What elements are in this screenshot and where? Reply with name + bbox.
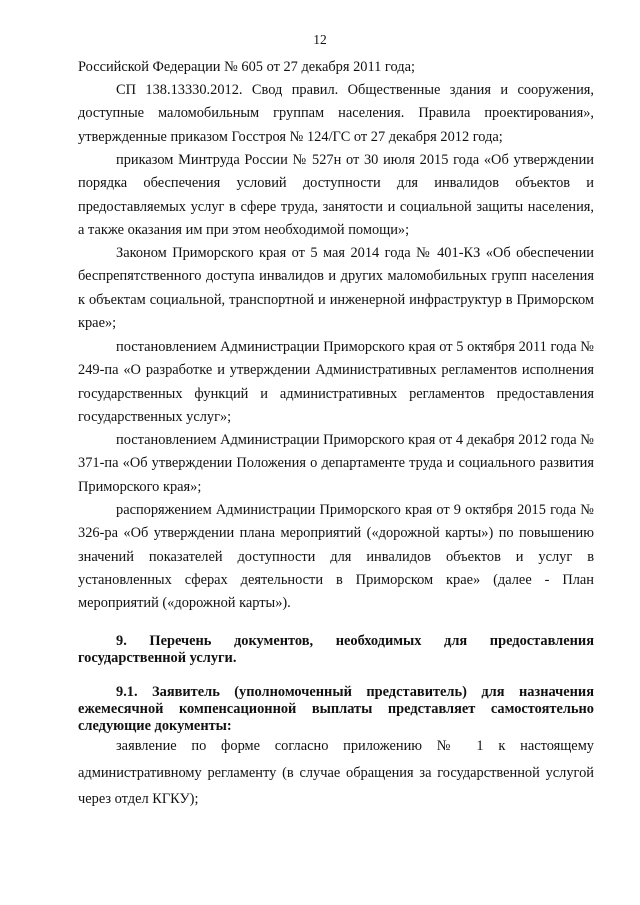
paragraph-decree-371: постановлением Администрации Приморского края от 4 декабря 2012 года № 371-па «Об утверждении Положения о департаменте труда и социального развития Приморского края»; — [78, 432, 594, 495]
paragraph-mintrud-order: приказом Минтруда России № 527н от 30 июля 2015 года «Об утверждении порядка обеспечения условий доступности для инвалидов объектов и предоставляемых услуг в сфере труда, занятости и социальной защиты населения, а также оказания им при этом необходимой помощи»; — [78, 152, 594, 238]
paragraph-application-form: заявление по форме согласно приложению № 1 к настоящему административному регламенту (в случае обращения за государственной услугой через отдел КГКУ); — [78, 738, 594, 807]
paragraph-primorsky-law: Законом Приморского края от 5 мая 2014 года № 401-КЗ «Об обеспечении беспрепятственного доступа инвалидов и других маломобильных групп населения к объектам социальной, транспортной и инженерной инфраструктур в Приморском крае»; — [78, 245, 594, 331]
section-heading-9: 9. Перечень документов, необходимых для предоставления государственной услуги. — [78, 633, 594, 666]
paragraph-decree-continuation: Российской Федерации № 605 от 27 декабря 2011 года; — [78, 59, 415, 75]
section-heading-9-1: 9.1. Заявитель (уполномоченный представитель) для назначения ежемесячной компенсационной выплаты представляет самостоятельно следующие документы: — [78, 684, 594, 734]
page-number: 12 — [313, 32, 327, 47]
paragraph-decree-249: постановлением Администрации Приморского края от 5 октября 2011 года № 249-па «О разработке и утверждении Административных регламентов исполнения государственных функций и административных регламентов предоставления государственных услуг»; — [78, 339, 594, 425]
paragraph-order-326: распоряжением Администрации Приморского края от 9 октября 2015 года № 326-ра «Об утверждении плана мероприятий («дорожной карты») по повышению значений показателей доступности для инвалидов объектов и услуг в установленных сферах деятельности в Приморском крае» (далее - План мероприятий («дорожной карты»). — [78, 502, 594, 612]
paragraph-sp-138: СП 138.13330.2012. Свод правил. Общественные здания и сооружения, доступные маломобильным группам населения. Правила проектирования», утвержденные приказом Госстроя № 124/ГС от 27 декабря 2012 года; — [78, 82, 594, 145]
